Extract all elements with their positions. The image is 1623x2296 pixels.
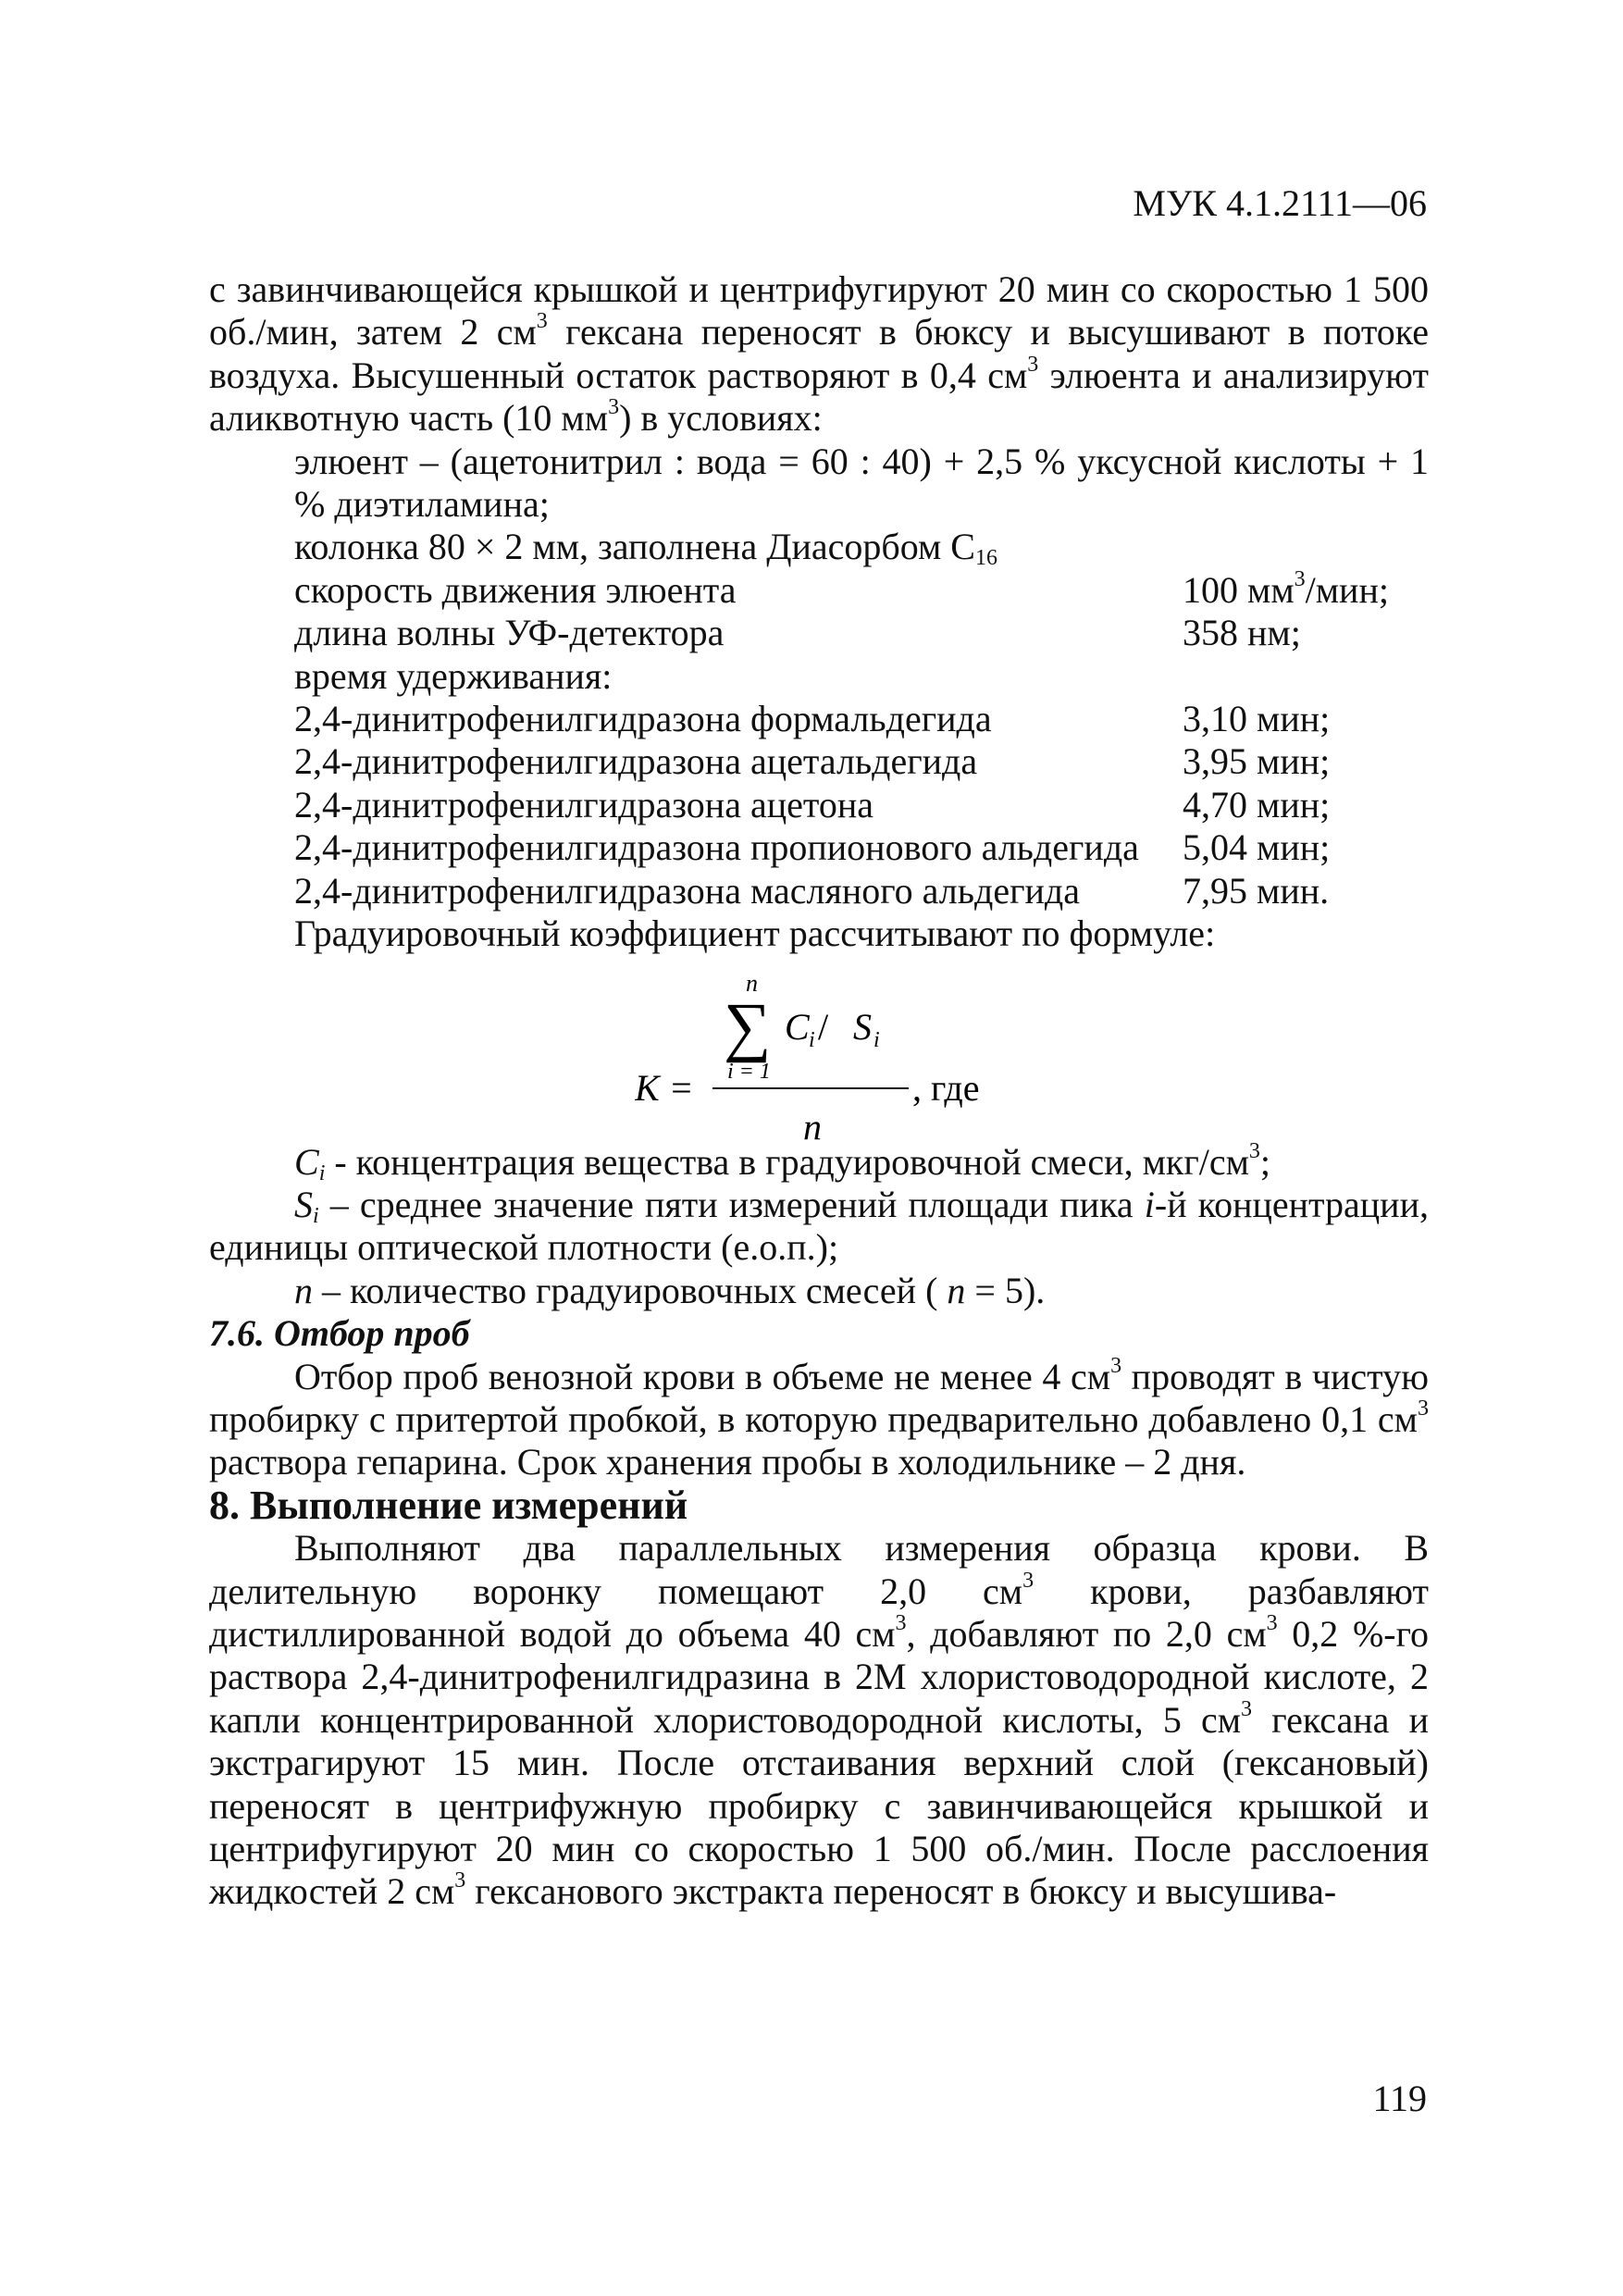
page-number: 119 xyxy=(1372,2078,1427,2119)
section-8-heading: 8. Выполнение измерений xyxy=(209,1482,688,1528)
page-content xyxy=(209,268,1429,1914)
column-line: колонка 80 × 2 мм, заполнена Диасорбом $С_{16}$ xyxy=(294,526,997,571)
sigma-symbol: ∑ xyxy=(724,988,772,1063)
def-ci: $C_i$ - концентрация вещества в градуировочной смеси, мкг/$см^3$; xyxy=(294,1138,1271,1185)
sum-upper-limit: n xyxy=(746,969,758,997)
eluent-line: элюент – (ацетонитрил : вода = 60 : 40) + 2,5 % уксусной кислоты + 1 % диэтиламина; xyxy=(294,440,1429,526)
numerator-s-sub: i xyxy=(873,1027,880,1052)
formula xyxy=(209,965,1429,1141)
retention-title: время удерживания: xyxy=(294,654,613,697)
paragraph-7-6: Отбор проб венозной крови в объеме не менее 4 $см^3$ проводят в чистую пробирку с притертой пробкой, в которую предварительно добавлено 0,1 $см^3$ раствора гепарина. Срок хранения пробы в холодильнике – 2 дня. xyxy=(209,1353,1429,1483)
retention-row: 2,4-динитрофенилгидразона ацетона 4,70 мин; xyxy=(294,783,1331,825)
condition-row: длина волны УФ-детектора 358 нм; xyxy=(294,612,1301,654)
def-si: $S_i$ – среднее значение пяти измерений площади пика i-й концентрации, единицы оптической плотности (е.о.п.); xyxy=(209,1183,1429,1269)
paragraph-8: Выполняют два параллельных измерения образца крови. В делительную воронку помещают 2,0 $см^3$ крови, разбавляют дистиллированной водой до объема 40 $см^3$, добавляют по 2,0 $см^3$ 0,2 %-го раствора 2,4-динитрофенилгидразина в 2М хлористоводородной кислоте, 2 капли концентрированной хлористоводородной кислоты, 5 $см^3$ гексана и экстрагируют 15 мин. После отстаивания верхний слой (гексановый) переносят в центрифужную пробирку с завинчивающейся крышкой и центрифугируют 20 мин со скоростью 1 500 об./мин. После расслоения жидкостей 2 $см^3$ гексанового экстракта переносят в бюксу и высушива- xyxy=(209,1527,1429,1913)
numerator-s: S xyxy=(853,1005,872,1048)
formula-lhs: K = xyxy=(635,1066,694,1109)
retention-row: 2,4-динитрофенилгидразона формальдегида 3,10 мин; xyxy=(294,698,1331,740)
paragraph-continued: с завинчивающейся крышкой и центрифугируют 20 мин со скоростью 1 500 об./мин, затем 2 $см^3$ гексана переносят в бюксу и высушивают в потоке воздуха. Высушенный остаток растворяют в 0,4 $см^3$ элюента и анализируют аликвотную часть (10 $мм^3$) в условиях: xyxy=(209,268,1429,440)
numerator-c: C xyxy=(785,1005,810,1048)
numerator-slash: / xyxy=(818,1005,829,1048)
condition-row: скорость движения элюента 100 $мм^3$/мин; xyxy=(294,566,1389,611)
formula-graphic xyxy=(635,965,1208,1141)
formula-tail: , где xyxy=(912,1066,980,1109)
doc-code-header: МУК 4.1.2111—06 xyxy=(1133,182,1427,224)
def-n: n – количество градуировочных смесей ( n = 5). xyxy=(294,1269,1046,1311)
formula-intro: Градуировочный коэффициент рассчитывают по формуле: xyxy=(294,912,1216,955)
retention-row: 2,4-динитрофенилгидразона ацетальдегида 3,95 мин; xyxy=(294,740,1331,783)
retention-row: 2,4-динитрофенилгидразона масляного альдегида 7,95 мин. xyxy=(294,869,1330,912)
numerator-c-sub: i xyxy=(809,1027,815,1052)
conditions-block xyxy=(294,441,1429,956)
section-7-6-title: 7.6. Отбор проб xyxy=(209,1312,470,1355)
retention-row: 2,4-динитрофенилгидразона пропионового альдегида 5,04 мин; xyxy=(294,826,1331,869)
sum-lower-limit: i = 1 xyxy=(727,1059,771,1084)
denominator: n xyxy=(803,1105,822,1141)
